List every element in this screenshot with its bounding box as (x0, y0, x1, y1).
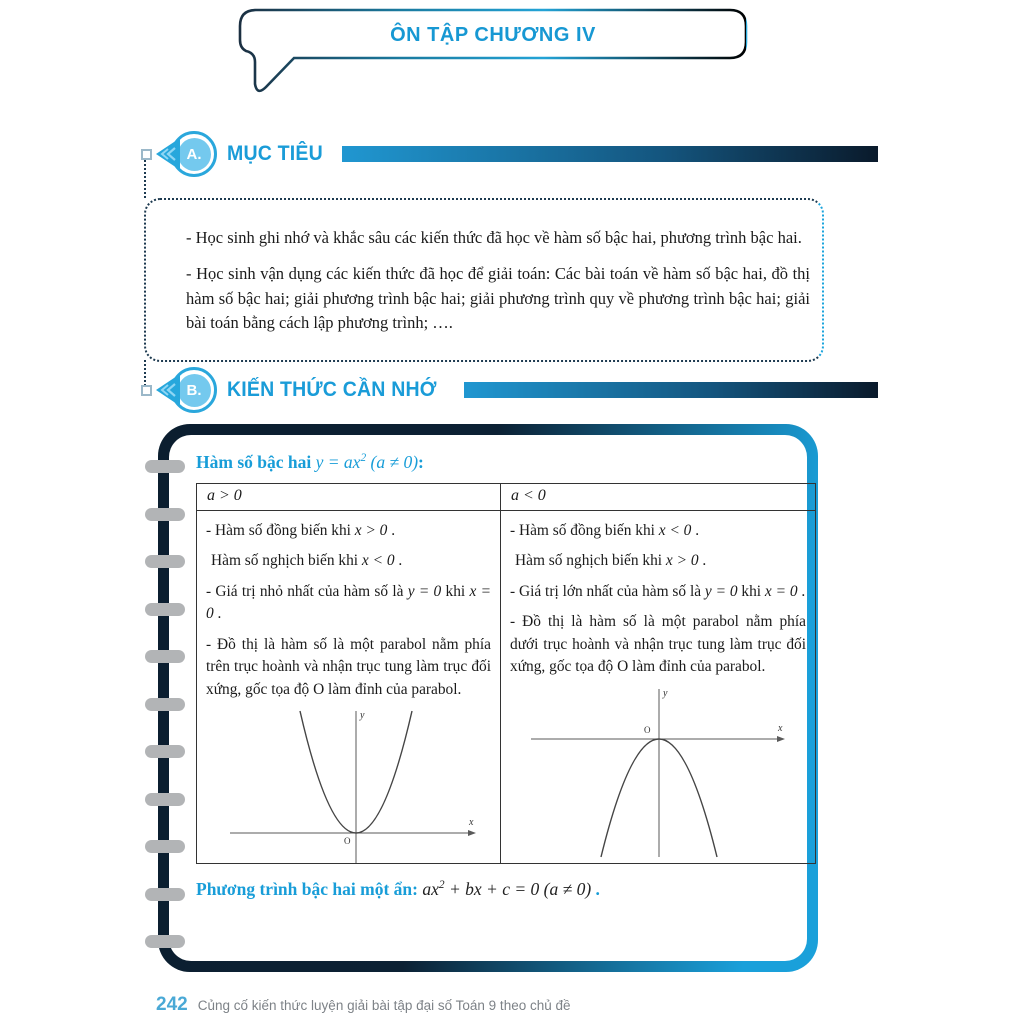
binder-tab (145, 650, 185, 663)
objectives-box (144, 198, 824, 362)
y-axis-label: y (663, 687, 668, 699)
binder-tab (145, 555, 185, 568)
quadratic-function-heading: Hàm số bậc hai $y = ax^2$ (a ≠ 0): (196, 452, 424, 472)
chevron-left-icon (154, 137, 180, 171)
cell-line: Hàm số nghịch biến khi x < 0 . (211, 552, 403, 570)
binder-tab (145, 840, 185, 853)
quadratic-equation-heading: Phương trình bậc hai một ẩn: $ax^2$ + bx + c = 0 (a ≠ 0) . (196, 879, 600, 899)
footer-text: Củng cố kiến thức luyện giải bài tập đại số Toán 9 theo chủ đề (197, 998, 571, 1013)
section-b-title: KIẾN THỨC CẦN NHỚ (227, 378, 437, 401)
binder-tab (145, 603, 185, 616)
binder-tab (145, 745, 185, 758)
cell-line: - Giá trị lớn nhất của hàm số là y = 0 khi x = 0 . (510, 582, 806, 600)
binder-tab (145, 888, 185, 901)
comparison-table (196, 483, 816, 864)
chevron-left-icon (154, 373, 180, 407)
binder-tab (145, 460, 185, 473)
cell-line: - Hàm số đồng biến khi x < 0 . (510, 522, 700, 539)
knowledge-box (158, 424, 818, 972)
table-cell-left (197, 511, 500, 863)
banner-title: ÔN TẬP CHƯƠNG IV (390, 24, 596, 46)
badge-letter: A. (178, 138, 211, 171)
section-a-title: MỤC TIÊU (227, 142, 323, 165)
page-footer (156, 994, 571, 1016)
gradient-bar (342, 146, 878, 162)
section-b-header (141, 367, 878, 413)
cell-line: - Hàm số đồng biến khi x > 0 . (206, 522, 396, 539)
binder-tab (145, 935, 185, 948)
origin-label: O (644, 724, 651, 735)
parabola-down-graph (519, 687, 797, 859)
table-header-left: a > 0 (197, 484, 500, 511)
chapter-banner (237, 6, 749, 102)
parabola-up-graph (210, 709, 488, 863)
cell-line: Hàm số nghịch biến khi x > 0 . (515, 552, 707, 570)
speech-bubble-icon (237, 6, 749, 102)
binder-tab (145, 698, 185, 711)
knowledge-box-content (169, 435, 807, 961)
x-axis-label: x (468, 817, 473, 829)
origin-label: O (343, 836, 350, 847)
objective-paragraph: - Học sinh vận dụng các kiến thức đã học để giải toán: Các bài toán về hàm số bậc hai, đồ thị hàm số bậc hai; giải phương trình bậc hai; giải phương trình quy về phương trình bậc hai; giải bài toán bằng cách lập phương trình; …. (186, 263, 810, 333)
binder-tab (145, 508, 185, 521)
cell-line: - Đồ thị là hàm số là một parabol nằm phía trên trục hoành và nhận trục tung làm trục đối xứng, gốc tọa độ O làm đỉnh của parabol. (206, 635, 491, 698)
square-bullet-icon (141, 385, 152, 396)
page-number: 242 (156, 994, 188, 1015)
table-cell-right (500, 511, 815, 863)
binder-tab (145, 793, 185, 806)
table-header-right: a < 0 (500, 484, 815, 511)
section-a-header (141, 131, 878, 177)
cell-line: - Đồ thị là hàm số là một parabol nằm phía dưới trục hoành và nhận trục tung làm trục đối xứng, gốc tọa độ O làm đỉnh của parabol. (510, 613, 806, 676)
square-bullet-icon (141, 149, 152, 160)
x-axis-arrow-icon (777, 736, 785, 742)
gradient-bar (464, 382, 878, 398)
objective-paragraph: - Học sinh ghi nhớ và khắc sâu các kiến thức đã học về hàm số bậc hai, phương trình bậc hai. (186, 228, 802, 247)
x-axis-arrow-icon (468, 830, 476, 836)
y-axis-label: y (359, 710, 364, 722)
cell-line: - Giá trị nhỏ nhất của hàm số là y = 0 khi x = 0 . (206, 582, 491, 623)
badge-letter: B. (178, 374, 211, 407)
x-axis-label: x (778, 722, 783, 734)
dotted-connector (144, 160, 146, 198)
